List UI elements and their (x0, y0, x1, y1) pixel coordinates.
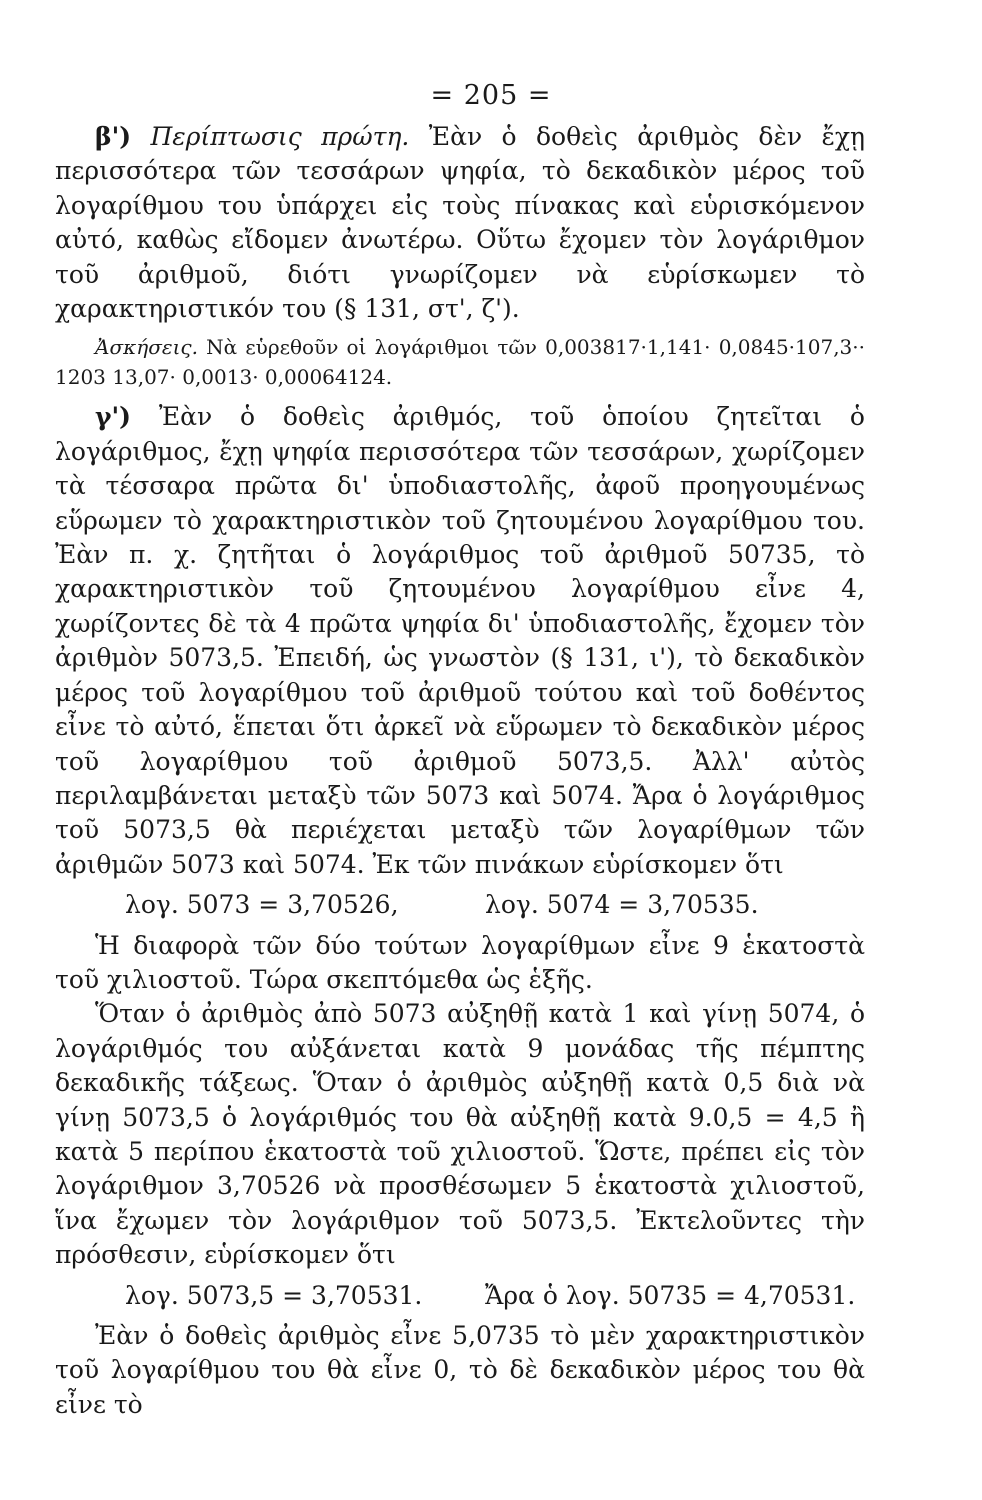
formula-2-left: λογ. 5073,5 = 3,70531. (125, 1280, 423, 1310)
formula-2-right: Ἄρα ὁ λογ. 50735 = 4,70531. (485, 1280, 856, 1310)
page-body (55, 120, 865, 1422)
when-paragraph: Ὅταν ὁ ἀριθμὸς ἀπὸ 5073 αὐξηθῇ κατὰ 1 καὶ γίνῃ 5074, ὁ λογάριθμός του αὐξάνεται κατὰ 9 μονάδας τῆς πέμπτης δεκαδικῆς τάξεως. Ὅταν ὁ ἀριθμὸς αὐξηθῇ κατὰ 0,5 διὰ νὰ γίνῃ 5073,5 ὁ λογάριθμός του θὰ αὐξηθῇ κατὰ 9.0,5 = 4,5 ἢ κατὰ 5 περίπου ἑκατοστὰ τοῦ χιλιοστοῦ. Ὥστε, πρέπει εἰς τὸν λογάριθμον 3,70526 νὰ προσθέσωμεν 5 ἑκατοστὰ χιλιοστοῦ, ἵνα ἔχωμεν τὸν λογάριθμον τοῦ 5073,5. Ἐκτελοῦντες τὴν πρόσθεσιν, εὑρίσκομεν ὅτι (55, 999, 865, 1270)
section-b-paragraph (55, 120, 865, 326)
exercises-paragraph (55, 332, 865, 392)
difference-paragraph: Ἡ διαφορὰ τῶν δύο τούτων λογαρίθμων εἶνε 9 ἑκατοστὰ τοῦ χιλιοστοῦ. Τώρα σκεπτόμεθα ὡς ἑξῆς. (55, 930, 865, 994)
page-number: = 205 = (430, 80, 552, 111)
section-b-text: Ἐὰν ὁ δοθεὶς ἀριθμὸς δὲν ἔχῃ περισσότερα τῶν τεσσάρων ψηφία, τὸ δεκαδικὸν μέρος τοῦ λογαρίθμου του ὑπάρχει εἰς τοὺς πίνακας καὶ εὑρισκόμενον αὐτό, καθὼς εἴδομεν ἀνωτέρω. Οὕτω ἔχομεν τὸν λογάριθμον τοῦ ἀριθμοῦ, διότι γνωρίζομεν νὰ εὑρίσκωμεν τὸ χαρακτηριστικόν του (§ 131, στ', ζ'). (55, 122, 865, 324)
formula-log-5073 (55, 888, 865, 922)
formula-log-5073-5 (55, 1279, 865, 1313)
formula-1-left: λογ. 5073 = 3,70526, (125, 890, 399, 920)
section-b-title: Περίπτωσις πρώτη. (150, 122, 410, 151)
section-c-text: Ἐὰν ὁ δοθεὶς ἀριθμός, τοῦ ὁποίου ζητεῖται ὁ λογάριθμος, ἔχῃ ψηφία περισσότερα τῶν τεσσάρων, χωρίζομεν τὰ τέσσαρα πρῶτα δι' ὑποδιαστολῆς, ἀφοῦ προηγουμένως εὕρωμεν τὸ χαρακτηριστικὸν τοῦ ζητουμένου λογαρίθμου του. Ἐὰν π. χ. ζητῆται ὁ λογάριθμος τοῦ ἀριθμοῦ 50735, τὸ χαρακτηριστικὸν τοῦ ζητουμένου λογαρίθμου εἶνε 4, χωρίζοντες δὲ τὰ 4 πρῶτα ψηφία δι' ὑποδιαστολῆς, ἔχομεν τὸν ἀριθμὸν 5073,5. Ἐπειδή, ὡς γνωστὸν (§ 131, ι'), τὸ δεκαδικὸν μέρος τοῦ λογαρίθμου τοῦ ἀριθμοῦ τούτου καὶ τοῦ δοθέντος εἶνε τὸ αὐτό, ἕπεται ὅτι ἀρκεῖ νὰ εὕρωμεν τὸ δεκαδικὸν μέρος τοῦ λογαρίθμου τοῦ ἀριθμοῦ 5073,5. Ἀλλ' αὐτὸς περιλαμβάνεται μεταξὺ τῶν 5073 καὶ 5074. Ἄρα ὁ λογάριθμος τοῦ 5073,5 θὰ περιέχεται μεταξὺ τῶν λογαρίθμων τῶν ἀριθμῶν 5073 καὶ 5074. Ἐκ τῶν πινάκων εὑρίσκομεν ὅτι (55, 402, 865, 879)
section-c-paragraph (55, 400, 865, 882)
section-b-label: β') (95, 122, 132, 151)
exercises-text: Νὰ εὑρεθοῦν οἱ λογάριθμοι τῶν 0,003817·1,141· 0,0845·107,3·· 1203 13,07· 0,0013· 0,00064124. (55, 335, 865, 390)
section-c-label: γ') (95, 402, 131, 432)
last-paragraph: Ἐὰν ὁ δοθεὶς ἀριθμὸς εἶνε 5,0735 τὸ μὲν χαρακτηριστικὸν τοῦ λογαρίθμου του θὰ εἶνε 0, τὸ δὲ δεκαδικὸν μέρος του θὰ εἶνε τὸ (55, 1321, 865, 1419)
exercises-title: Ἀσκήσεις. (95, 335, 198, 360)
formula-1-right: λογ. 5074 = 3,70535. (485, 890, 759, 920)
